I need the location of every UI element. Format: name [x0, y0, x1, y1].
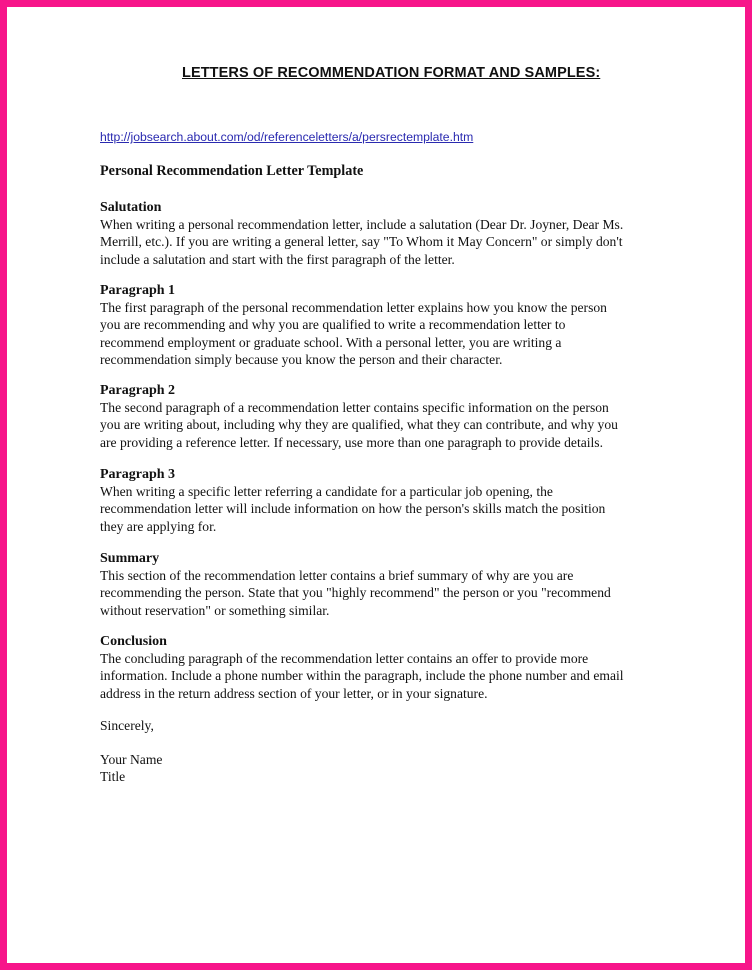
section-heading: Paragraph 2	[100, 383, 176, 398]
section-line: This section of the recommendation letter contains a brief summary of why are you are	[100, 568, 574, 583]
section-line: without reservation" or something similar.	[100, 602, 330, 618]
section-line: When writing a specific letter referring a candidate for a particular job opening, the	[100, 484, 553, 499]
section-line: The first paragraph of the personal recommendation letter explains how you know the person	[100, 300, 607, 315]
section-conclusion	[100, 633, 675, 702]
section-line: you are recommending and why you are qualified to write a recommendation letter to	[100, 317, 566, 333]
section-paragraph-2	[100, 382, 675, 451]
section-line: recommend employment or graduate school. With a personal letter, you are writing a	[100, 334, 562, 350]
section-line: recommendation simply because you know the person and their character.	[100, 352, 503, 368]
section-paragraph-1	[100, 282, 675, 369]
section-line: recommendation letter will include information on how the person's skills match the position	[100, 501, 606, 517]
section-line: address in the return address section of your letter, or in your signature.	[100, 685, 488, 701]
section-heading: Salutation	[100, 200, 162, 215]
section-line: are providing a reference letter. If necessary, use more than one paragraph to provide details.	[100, 434, 603, 450]
section-line: include a salutation and start with the first paragraph of the letter.	[100, 251, 455, 267]
section-line: they are applying for.	[100, 518, 217, 534]
section-line: information. Include a phone number within the paragraph, include the phone number and email	[100, 668, 624, 684]
section-heading: Paragraph 3	[100, 467, 176, 482]
closing-title: Title	[100, 769, 126, 784]
section-line: recommending the person. State that you "highly recommend" the person or you "recommend	[100, 585, 611, 601]
section-heading: Summary	[100, 551, 160, 566]
closing-name: Your Name	[100, 752, 163, 767]
section-line: Merrill, etc.). If you are writing a general letter, say "To Whom it May Concern" or simply don't	[100, 234, 623, 250]
section-line: you are writing about, including why they are qualified, what they can contribute, and why you	[100, 417, 618, 433]
section-line: When writing a personal recommendation letter, include a salutation (Dear Dr. Joyner, Dear Ms.	[100, 217, 624, 232]
document-title: LETTERS OF RECOMMENDATION FORMAT AND SAMPLES:	[182, 65, 601, 81]
section-heading: Paragraph 1	[100, 283, 176, 298]
section-salutation	[100, 199, 675, 268]
section-heading: Conclusion	[100, 634, 167, 649]
section-paragraph-3	[100, 466, 675, 535]
closing-sincerely: Sincerely,	[100, 718, 154, 733]
source-link[interactable]: http://jobsearch.about.com/od/referenceletters/a/persrectemplate.htm	[100, 130, 474, 144]
section-summary	[100, 550, 675, 619]
section-line: The concluding paragraph of the recommendation letter contains an offer to provide more	[100, 651, 589, 666]
section-line: The second paragraph of a recommendation letter contains specific information on the person	[100, 400, 609, 415]
template-title: Personal Recommendation Letter Template	[100, 163, 364, 179]
